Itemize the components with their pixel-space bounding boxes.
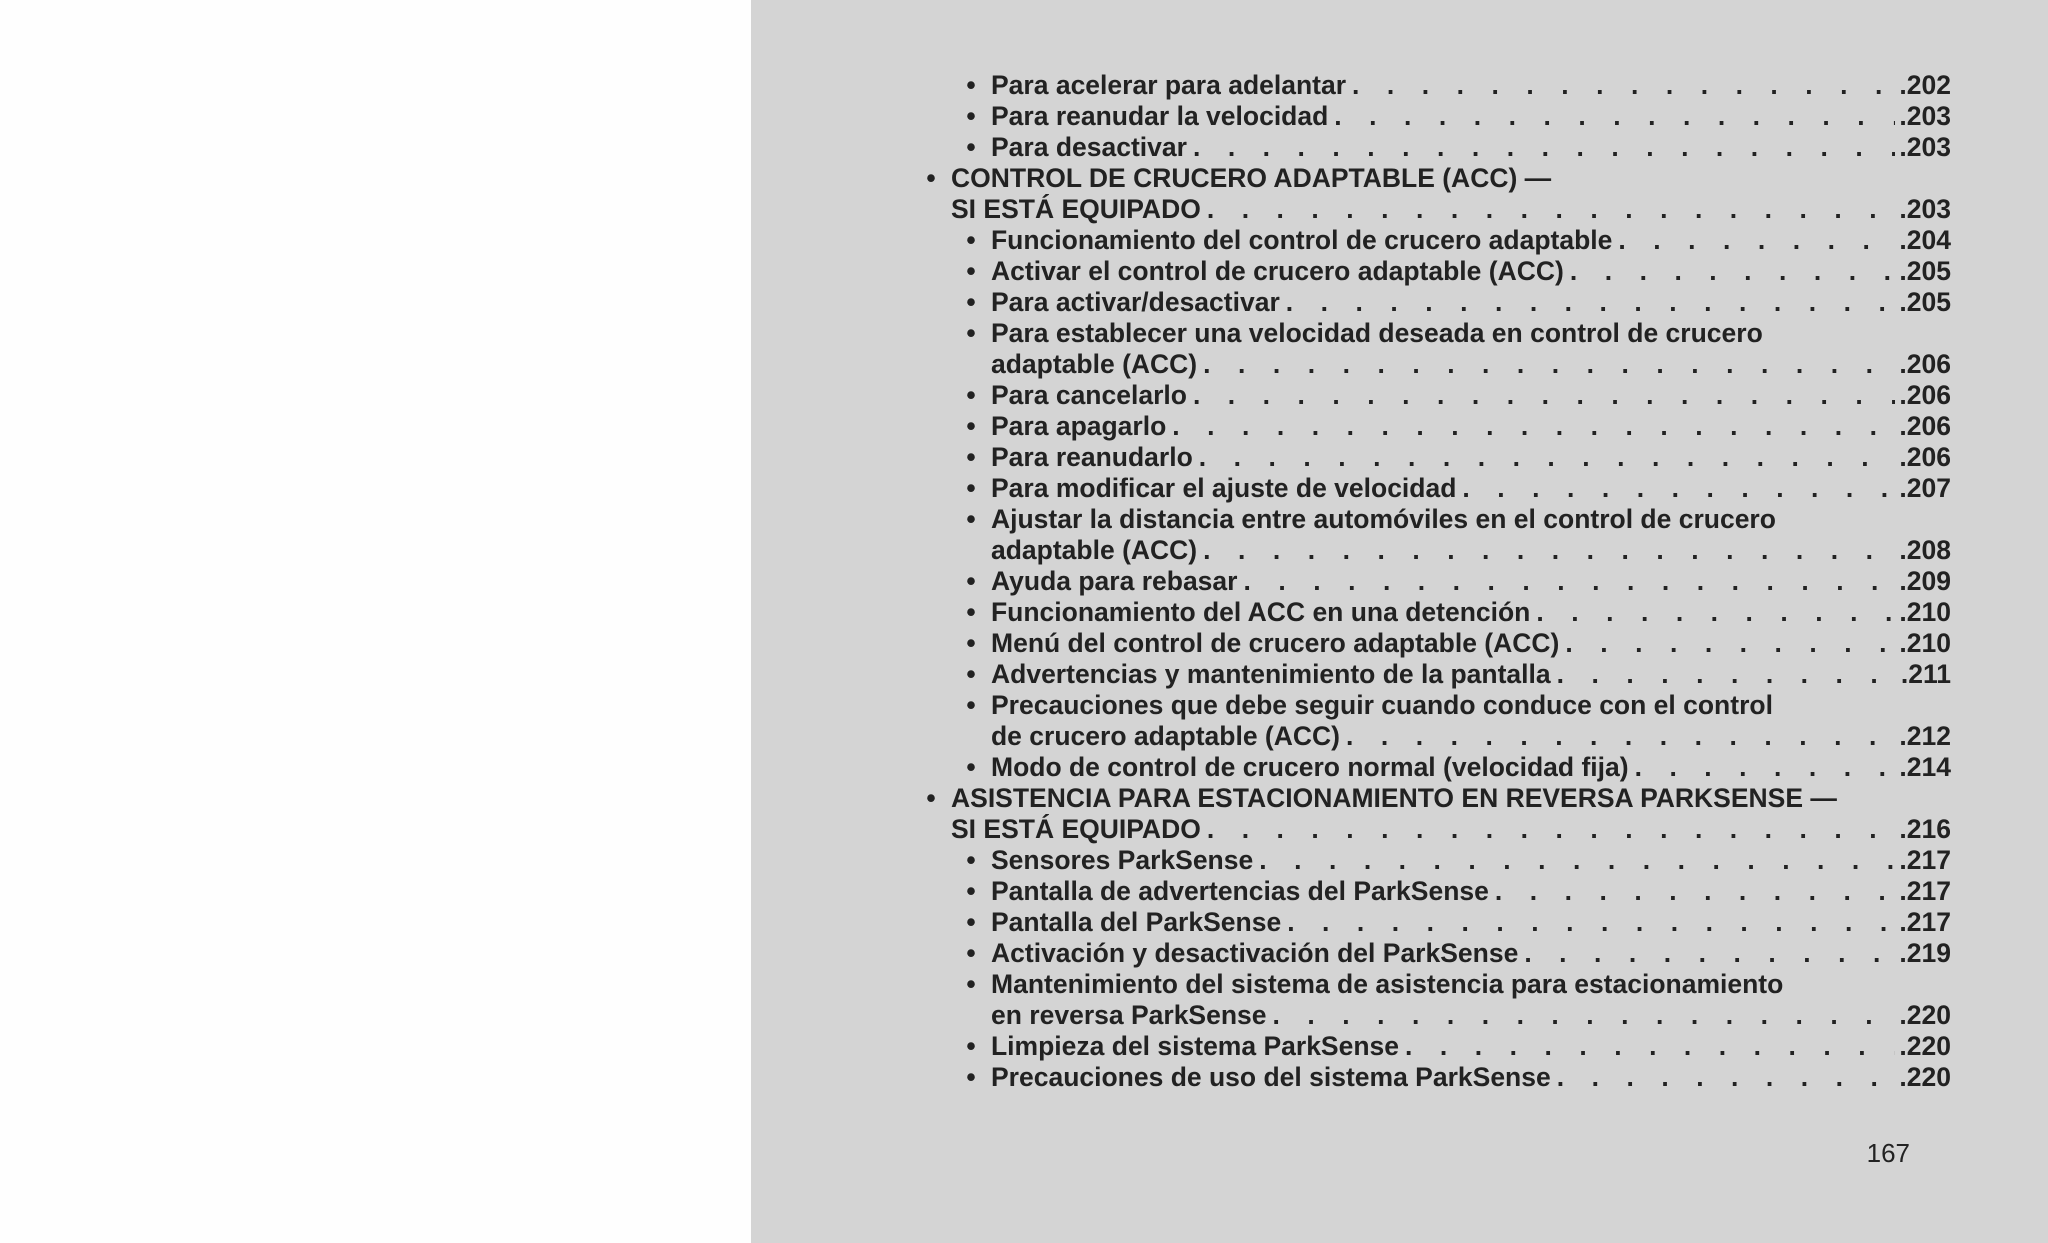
bullet-icon: • — [966, 876, 976, 906]
toc-line-content — [991, 70, 1951, 101]
toc-subsection-title: Para acelerar para adelantar — [991, 70, 1347, 100]
toc-page-ref: .217 — [1899, 907, 1951, 937]
document-page — [751, 0, 2048, 1243]
toc-subsection-title: Advertencias y mantenimiento de la pantalla — [991, 659, 1551, 689]
toc-section-title: SI ESTÁ EQUIPADO — [951, 194, 1201, 224]
toc-entry-line — [966, 628, 2048, 659]
toc-subsection-title: Para activar/desactivar — [991, 287, 1280, 317]
toc-subsection-title: Ayuda para rebasar — [991, 566, 1238, 596]
dot-leader — [1524, 938, 1895, 969]
toc-line-content — [991, 1000, 1951, 1031]
toc-page-ref: .220 — [1899, 1062, 1951, 1092]
dot-leader — [1172, 411, 1895, 442]
toc-line-content — [991, 1031, 1951, 1062]
toc-entry-line — [966, 225, 2048, 256]
toc-section-title: ASISTENCIA PARA ESTACIONAMIENTO EN REVERSA PARKSENSE — — [951, 783, 1837, 813]
toc-line-content — [991, 969, 1951, 1000]
toc-subsection-title: Sensores ParkSense — [991, 845, 1254, 875]
bullet-icon: • — [966, 287, 976, 317]
dot-leader — [1287, 907, 1895, 938]
toc-entry-line — [926, 783, 2048, 814]
bullet-icon: • — [966, 752, 976, 782]
toc-page-ref: .208 — [1899, 535, 1951, 565]
dot-leader — [1565, 628, 1895, 659]
toc-line-content — [991, 504, 1951, 535]
bullet-icon: • — [966, 845, 976, 875]
toc-entry-line — [991, 1000, 2048, 1031]
dot-leader — [1635, 752, 1896, 783]
dot-leader — [1207, 814, 1896, 845]
toc-page-ref: .210 — [1899, 597, 1951, 627]
bullet-icon: • — [966, 473, 976, 503]
toc-line-content — [991, 101, 1951, 132]
toc-line-content — [951, 783, 1951, 814]
toc-entry-line — [991, 721, 2048, 752]
toc-subsection-title: Funcionamiento del control de crucero adaptable — [991, 225, 1613, 255]
toc-line-content — [991, 349, 1951, 380]
bullet-icon: • — [966, 101, 976, 131]
toc-entry-line — [966, 690, 2048, 721]
bullet-icon: • — [966, 132, 976, 162]
toc-subsection-title: Limpieza del sistema ParkSense — [991, 1031, 1400, 1061]
dot-leader — [1536, 597, 1895, 628]
page-number: 167 — [1866, 1138, 1910, 1168]
toc-entry-line — [966, 473, 2048, 504]
toc-entry-line — [966, 566, 2048, 597]
bullet-icon: • — [926, 783, 936, 813]
dot-leader — [1193, 132, 1895, 163]
bullet-icon: • — [966, 411, 976, 441]
toc-subsection-title: Para reanudarlo — [991, 442, 1193, 472]
toc-entry-line — [966, 504, 2048, 535]
toc-entry-line — [991, 349, 2048, 380]
bullet-icon: • — [966, 690, 976, 720]
bullet-icon: • — [966, 1031, 976, 1061]
toc-subsection-title: Precauciones de uso del sistema ParkSense — [991, 1062, 1551, 1092]
bullet-icon: • — [966, 659, 976, 689]
toc-section-title: SI ESTÁ EQUIPADO — [951, 814, 1201, 844]
dot-leader — [1193, 380, 1895, 411]
toc-entry-line — [966, 845, 2048, 876]
toc-subsection-title: Para apagarlo — [991, 411, 1167, 441]
toc-subsection-title: Precauciones que debe seguir cuando conduce con el control — [991, 690, 1773, 720]
toc-subsection-title: Para establecer una velocidad deseada en control de crucero — [991, 318, 1763, 348]
bullet-icon: • — [966, 938, 976, 968]
toc-line-content — [991, 907, 1951, 938]
toc-subsection-title: Ajustar la distancia entre automóviles en el control de crucero — [991, 504, 1776, 534]
bullet-icon: • — [966, 566, 976, 596]
toc-entry-line — [966, 1062, 2048, 1093]
toc-line-content — [991, 659, 1951, 690]
toc-line-content — [991, 721, 1951, 752]
toc-line-content — [991, 225, 1951, 256]
table-of-contents — [751, 70, 2048, 1093]
toc-entry-line — [966, 969, 2048, 1000]
dot-leader — [1570, 256, 1896, 287]
toc-page-ref: .220 — [1899, 1000, 1951, 1030]
toc-line-content — [991, 845, 1951, 876]
toc-page-ref: .202 — [1899, 70, 1951, 100]
bullet-icon: • — [966, 597, 976, 627]
toc-line-content — [991, 876, 1951, 907]
toc-subsection-title: Para desactivar — [991, 132, 1187, 162]
toc-line-content — [991, 287, 1951, 318]
bullet-icon: • — [966, 70, 976, 100]
toc-page-ref: .206 — [1899, 380, 1951, 410]
toc-page-ref: .206 — [1899, 349, 1951, 379]
dot-leader — [1203, 349, 1895, 380]
toc-subsection-title: Menú del control de crucero adaptable (ACC) — [991, 628, 1560, 658]
bullet-icon: • — [966, 442, 976, 472]
toc-line-content — [991, 473, 1951, 504]
bullet-icon: • — [966, 969, 976, 999]
dot-leader — [1286, 287, 1896, 318]
toc-page-ref: .212 — [1899, 721, 1951, 751]
toc-entry-line — [966, 101, 2048, 132]
toc-line-content — [951, 194, 1951, 225]
dot-leader — [1495, 876, 1896, 907]
toc-subsection-title: Para reanudar la velocidad — [991, 101, 1329, 131]
toc-page-ref: .217 — [1899, 845, 1951, 875]
toc-subsection-title: adaptable (ACC) — [991, 535, 1198, 565]
toc-page-ref: .210 — [1899, 628, 1951, 658]
toc-entry-line — [926, 163, 2048, 194]
toc-entry-line — [951, 814, 2048, 845]
toc-entry-line — [966, 411, 2048, 442]
dot-leader — [1346, 721, 1895, 752]
toc-line-content — [991, 752, 1951, 783]
toc-subsection-title: Pantalla de advertencias del ParkSense — [991, 876, 1489, 906]
toc-entry-line — [966, 752, 2048, 783]
toc-subsection-title: Activar el control de crucero adaptable (ACC) — [991, 256, 1564, 286]
toc-page-ref: .203 — [1899, 132, 1951, 162]
toc-line-content — [991, 597, 1951, 628]
dot-leader — [1557, 1062, 1896, 1093]
toc-page-ref: .216 — [1899, 814, 1951, 844]
toc-subsection-title: Para modificar el ajuste de velocidad — [991, 473, 1457, 503]
toc-page-ref: .214 — [1899, 752, 1951, 782]
toc-line-content — [991, 535, 1951, 566]
toc-subsection-title: de crucero adaptable (ACC) — [991, 721, 1340, 751]
dot-leader — [1557, 659, 1897, 690]
toc-entry-line — [966, 907, 2048, 938]
toc-page-ref: .209 — [1899, 566, 1951, 596]
toc-page-ref: .205 — [1899, 256, 1951, 286]
toc-subsection-title: Mantenimiento del sistema de asistencia para estacionamiento — [991, 969, 1784, 999]
toc-entry-line — [966, 287, 2048, 318]
toc-line-content — [991, 256, 1951, 287]
dot-leader — [1334, 101, 1895, 132]
toc-line-content — [991, 1062, 1951, 1093]
dot-leader — [1273, 1000, 1896, 1031]
toc-page-ref: .207 — [1899, 473, 1951, 503]
dot-leader — [1618, 225, 1895, 256]
dot-leader — [1405, 1031, 1895, 1062]
dot-leader — [1462, 473, 1895, 504]
dot-leader — [1207, 194, 1896, 225]
dot-leader — [1203, 535, 1895, 566]
toc-subsection-title: Para cancelarlo — [991, 380, 1187, 410]
toc-line-content — [991, 318, 1951, 349]
toc-section-title: CONTROL DE CRUCERO ADAPTABLE (ACC) — — [951, 163, 1552, 193]
toc-line-content — [991, 380, 1951, 411]
toc-subsection-title: Funcionamiento del ACC en una detención — [991, 597, 1531, 627]
bullet-icon: • — [966, 504, 976, 534]
bullet-icon: • — [966, 628, 976, 658]
toc-page-ref: .206 — [1899, 411, 1951, 441]
bullet-icon: • — [966, 225, 976, 255]
toc-subsection-title: en reversa ParkSense — [991, 1000, 1267, 1030]
bullet-icon: • — [966, 1062, 976, 1092]
dot-leader — [1199, 442, 1896, 473]
toc-page-ref: .217 — [1899, 876, 1951, 906]
toc-entry-line — [966, 597, 2048, 628]
toc-line-content — [991, 628, 1951, 659]
toc-subsection-title: Pantalla del ParkSense — [991, 907, 1282, 937]
toc-entry-line — [951, 194, 2048, 225]
toc-line-content — [991, 690, 1951, 721]
toc-line-content — [991, 411, 1951, 442]
toc-page-ref: .205 — [1899, 287, 1951, 317]
bullet-icon: • — [966, 256, 976, 286]
toc-entry-line — [966, 659, 2048, 690]
toc-page-ref: .211 — [1900, 659, 1951, 689]
bullet-icon: • — [966, 318, 976, 348]
toc-subsection-title: Activación y desactivación del ParkSense — [991, 938, 1519, 968]
toc-entry-line — [966, 256, 2048, 287]
toc-entry-line — [966, 876, 2048, 907]
toc-entry-line — [991, 535, 2048, 566]
toc-line-content — [991, 132, 1951, 163]
bullet-icon: • — [926, 163, 936, 193]
toc-page-ref: .220 — [1899, 1031, 1951, 1061]
toc-entry-line — [966, 442, 2048, 473]
toc-line-content — [991, 938, 1951, 969]
toc-page-ref: .219 — [1899, 938, 1951, 968]
toc-line-content — [991, 442, 1951, 473]
toc-page-ref: .203 — [1899, 101, 1951, 131]
toc-entry-line — [966, 938, 2048, 969]
dot-leader — [1243, 566, 1895, 597]
toc-page-ref: .204 — [1899, 225, 1951, 255]
toc-entry-line — [966, 132, 2048, 163]
toc-subsection-title: Modo de control de crucero normal (velocidad fija) — [991, 752, 1629, 782]
toc-line-content — [951, 163, 1951, 194]
toc-entry-line — [966, 380, 2048, 411]
toc-page-ref: .203 — [1899, 194, 1951, 224]
blank-left-page — [0, 0, 751, 1243]
toc-page-ref: .206 — [1899, 442, 1951, 472]
toc-line-content — [951, 814, 1951, 845]
toc-line-content — [991, 566, 1951, 597]
bullet-icon: • — [966, 380, 976, 410]
toc-entry-line — [966, 1031, 2048, 1062]
toc-entry-line — [966, 70, 2048, 101]
toc-subsection-title: adaptable (ACC) — [991, 349, 1198, 379]
bullet-icon: • — [966, 907, 976, 937]
dot-leader — [1259, 845, 1895, 876]
toc-entry-line — [966, 318, 2048, 349]
dot-leader — [1352, 70, 1895, 101]
